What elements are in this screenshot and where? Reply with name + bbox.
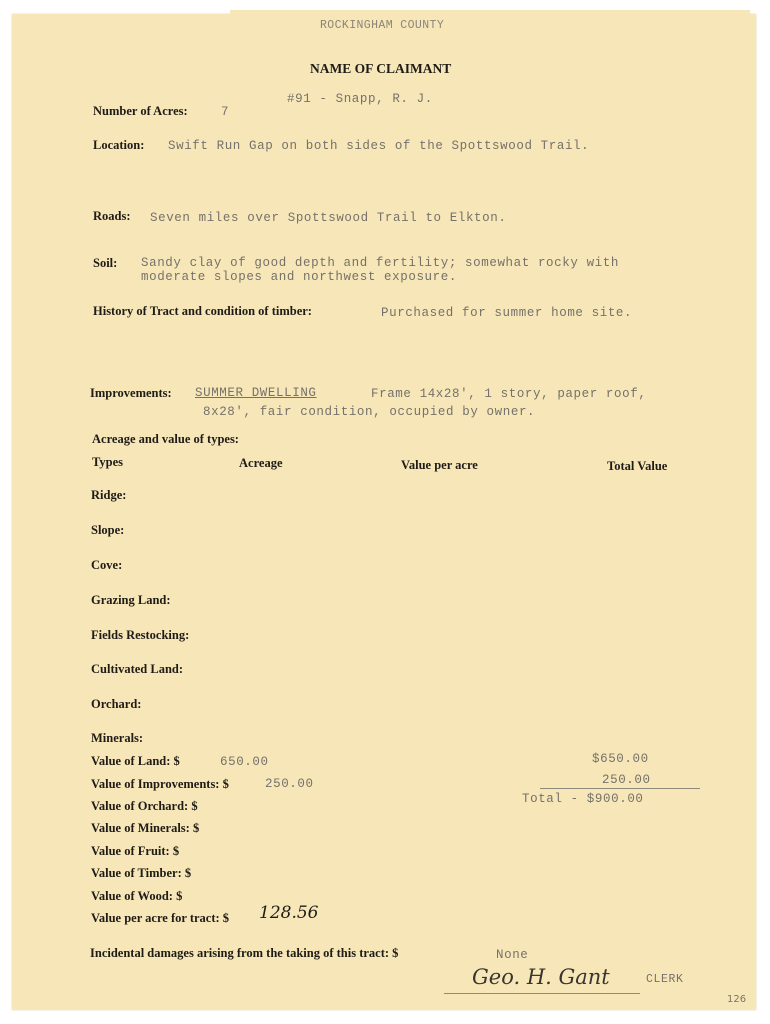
- value-improvements-label: Value of Improvements: $: [91, 777, 229, 791]
- total-improvements: 250.00: [602, 773, 651, 787]
- location-value: Swift Run Gap on both sides of the Spottswood Trail.: [168, 139, 590, 153]
- type-ridge: Ridge:: [91, 488, 127, 502]
- page-mark: 126: [727, 994, 747, 1005]
- value-timber-label: Value of Timber: $: [91, 866, 192, 880]
- soil-line-1: Sandy clay of good depth and fertility; somewhat rocky with: [141, 256, 619, 270]
- value-orchard-label: Value of Orchard: $: [91, 799, 198, 813]
- value-wood-label: Value of Wood: $: [91, 889, 183, 903]
- soil-label: Soil:: [93, 256, 118, 270]
- history-label: History of Tract and condition of timber:: [93, 304, 312, 318]
- soil-line-2: moderate slopes and northwest exposure.: [141, 270, 457, 284]
- document-page: [12, 14, 756, 1010]
- roads-label: Roads:: [93, 209, 131, 223]
- per-acre-value: 128.56: [259, 903, 319, 923]
- value-land-label: Value of Land: $: [91, 754, 180, 768]
- damages-value: None: [496, 948, 529, 962]
- type-orchard: Orchard:: [91, 697, 142, 711]
- type-cove: Cove:: [91, 558, 123, 572]
- roads-value: Seven miles over Spottswood Trail to Elkton.: [150, 211, 507, 225]
- signature-line: [444, 993, 640, 994]
- type-cultivated-land: Cultivated Land:: [91, 662, 184, 676]
- type-grazing-land: Grazing Land:: [91, 593, 171, 607]
- improvements-line-2: 8x28', fair condition, occupied by owner.: [203, 405, 536, 419]
- clerk-signature: Geo. H. Gant: [472, 965, 610, 989]
- acres-value: 7: [221, 105, 230, 119]
- improvements-label: Improvements:: [90, 386, 172, 400]
- improvements-line-1: Frame 14x28', 1 story, paper roof,: [371, 387, 647, 401]
- value-minerals-label: Value of Minerals: $: [91, 821, 200, 835]
- total-land: $650.00: [592, 752, 649, 766]
- acreage-heading: Acreage and value of types:: [92, 432, 239, 446]
- value-land: 650.00: [220, 755, 269, 769]
- history-value: Purchased for summer home site.: [381, 306, 633, 320]
- form-title: NAME OF CLAIMANT: [310, 61, 452, 76]
- type-slope: Slope:: [91, 523, 125, 537]
- paper-tab: [230, 10, 750, 24]
- type-fields-restocking: Fields Restocking:: [91, 628, 190, 642]
- damages-label: Incidental damages arising from the taking of this tract: $: [90, 946, 399, 960]
- acres-label: Number of Acres:: [93, 104, 188, 118]
- col-total-value: Total Value: [607, 459, 668, 473]
- type-minerals: Minerals:: [91, 731, 144, 745]
- col-types: Types: [92, 455, 124, 469]
- improvements-type: SUMMER DWELLING: [195, 386, 317, 400]
- sum-rule: [540, 788, 700, 789]
- value-fruit-label: Value of Fruit: $: [91, 844, 180, 858]
- per-acre-label: Value per acre for tract: $: [91, 911, 230, 925]
- location-label: Location:: [93, 138, 145, 152]
- county-header: ROCKINGHAM COUNTY: [320, 19, 445, 32]
- value-improvements: 250.00: [265, 777, 314, 791]
- claimant-name: #91 - Snapp, R. J.: [287, 92, 433, 106]
- total-value: Total - $900.00: [522, 792, 644, 806]
- col-acreage: Acreage: [239, 456, 283, 470]
- col-value-per-acre: Value per acre: [401, 458, 478, 472]
- clerk-label: CLERK: [646, 973, 684, 986]
